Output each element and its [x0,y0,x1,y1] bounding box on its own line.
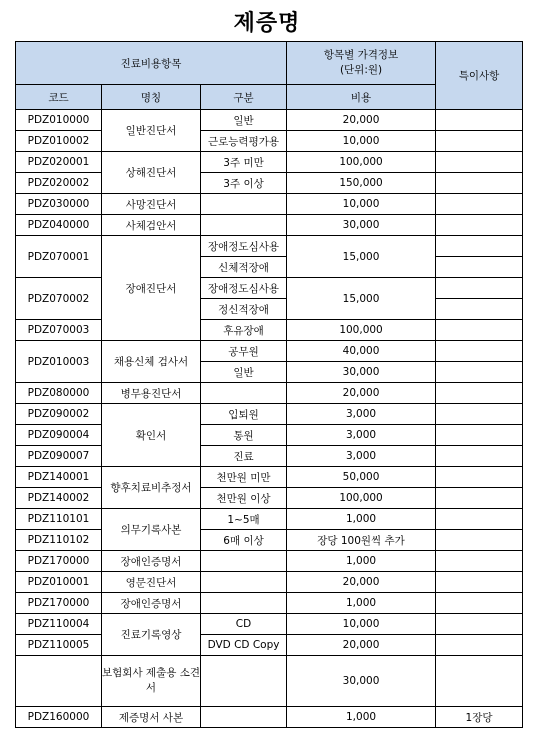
table-row [16,404,523,425]
name-cell: 장애진단서 [102,236,201,341]
table-row [16,707,523,728]
code-cell: PDZ080000 [16,383,102,404]
table-row [16,551,523,572]
code-cell: PDZ040000 [16,215,102,236]
header-category: 구분 [201,85,287,110]
category-cell: DVD CD Copy [201,635,287,656]
name-cell: 의무기록사본 [102,509,201,551]
remark-cell [436,278,523,299]
remark-cell [436,110,523,131]
remark-cell [436,404,523,425]
code-cell: PDZ020001 [16,152,102,173]
category-cell: 공무원 [201,341,287,362]
category-cell: 장애정도심사용 [201,236,287,257]
category-cell: 일반 [201,362,287,383]
category-cell: 근로능력평가용 [201,131,287,152]
table-row [16,593,523,614]
category-cell: 천만원 이상 [201,488,287,509]
code-cell: PDZ030000 [16,194,102,215]
category-cell: 일반 [201,110,287,131]
cost-cell: 150,000 [287,173,436,194]
category-cell: 정신적장애 [201,299,287,320]
table-row [16,572,523,593]
fee-table [15,41,523,728]
name-cell: 채용신체 검사서 [102,341,201,383]
category-cell [201,551,287,572]
cost-cell: 3,000 [287,425,436,446]
cost-cell: 50,000 [287,467,436,488]
remark-cell [436,362,523,383]
category-cell [201,383,287,404]
category-cell [201,593,287,614]
category-cell [201,656,287,707]
category-cell: 통원 [201,425,287,446]
category-cell: CD [201,614,287,635]
cost-cell: 30,000 [287,362,436,383]
remark-cell [436,320,523,341]
table-row [16,110,523,131]
cost-cell: 15,000 [287,236,436,278]
cost-cell: 20,000 [287,635,436,656]
code-cell: PDZ070002 [16,278,102,320]
name-cell: 영문진단서 [102,572,201,593]
code-cell: PDZ070001 [16,236,102,278]
remark-cell [436,572,523,593]
header-code: 코드 [16,85,102,110]
table-row [16,215,523,236]
category-cell: 신체적장애 [201,257,287,278]
table-row [16,425,523,446]
remark-cell [436,614,523,635]
table-row [16,635,523,656]
category-cell: 3주 이상 [201,173,287,194]
table-row [16,131,523,152]
category-cell: 장애정도심사용 [201,278,287,299]
page-title: 제증명 [233,11,301,36]
remark-cell [436,215,523,236]
remark-cell [436,530,523,551]
code-cell: PDZ020002 [16,173,102,194]
remark-cell [436,257,523,278]
name-cell: 상해진단서 [102,152,201,194]
table-row [16,320,523,341]
table-row [16,236,523,257]
code-cell: PDZ140002 [16,488,102,509]
code-cell: PDZ110101 [16,509,102,530]
table-row [16,173,523,194]
remark-cell [436,488,523,509]
name-cell: 일반진단서 [102,110,201,152]
code-cell: PDZ010000 [16,110,102,131]
table-row [16,194,523,215]
remark-cell [436,551,523,572]
name-cell: 장애인증명서 [102,593,201,614]
cost-cell: 20,000 [287,572,436,593]
category-cell [201,194,287,215]
remark-cell [436,509,523,530]
remark-cell [436,131,523,152]
cost-cell: 30,000 [287,215,436,236]
code-cell [16,656,102,707]
code-cell: PDZ110102 [16,530,102,551]
remark-cell [436,194,523,215]
cost-cell: 10,000 [287,614,436,635]
cost-cell: 장당 100원씩 추가 [287,530,436,551]
remark-cell [436,173,523,194]
table-row [16,509,523,530]
cost-cell: 1,000 [287,551,436,572]
header-cost: 비용 [287,85,436,110]
cost-cell: 1,000 [287,509,436,530]
category-cell [201,215,287,236]
category-cell: 천만원 미만 [201,467,287,488]
code-cell: PDZ170000 [16,551,102,572]
cost-cell: 40,000 [287,341,436,362]
remark-cell [436,467,523,488]
remark-cell [436,383,523,404]
header-price-info [287,42,436,85]
name-cell: 장애인증명서 [102,551,201,572]
table-row [16,467,523,488]
code-cell: PDZ160000 [16,707,102,728]
category-cell: 1~5매 [201,509,287,530]
name-cell: 확인서 [102,404,201,467]
remark-cell [436,299,523,320]
remark-cell [436,446,523,467]
cost-cell: 10,000 [287,131,436,152]
cost-cell: 15,000 [287,278,436,320]
remark-cell [436,341,523,362]
code-cell: PDZ090007 [16,446,102,467]
code-cell: PDZ090002 [16,404,102,425]
header-group: 진료비용항목 [16,42,287,85]
name-cell: 제증명서 사본 [102,707,201,728]
header-remarks: 특이사항 [436,42,523,110]
table-row [16,488,523,509]
category-cell: 입퇴원 [201,404,287,425]
cost-cell: 10,000 [287,194,436,215]
header-name: 명칭 [102,85,201,110]
remark-cell [436,425,523,446]
category-cell [201,572,287,593]
cost-cell: 1,000 [287,593,436,614]
name-cell: 진료기록영상 [102,614,201,656]
cost-cell: 100,000 [287,488,436,509]
table-row [16,152,523,173]
cost-cell: 20,000 [287,383,436,404]
code-cell: PDZ010001 [16,572,102,593]
cost-cell: 3,000 [287,404,436,425]
category-cell [201,707,287,728]
table-row [16,614,523,635]
code-cell: PDZ140001 [16,467,102,488]
remark-cell [436,236,523,257]
remark-cell [436,593,523,614]
table-row [16,341,523,362]
table-row [16,383,523,404]
cost-cell: 30,000 [287,656,436,707]
header-price-info-text: 항목별 가격정보 (단위:원) [323,49,399,76]
code-cell: PDZ090004 [16,425,102,446]
name-cell: 병무용진단서 [102,383,201,404]
code-cell: PDZ170000 [16,593,102,614]
name-cell: 사체검안서 [102,215,201,236]
remark-cell [436,152,523,173]
code-cell: PDZ070003 [16,320,102,341]
category-cell: 3주 미만 [201,152,287,173]
cost-cell: 3,000 [287,446,436,467]
table-row [16,278,523,299]
table-row [16,656,523,707]
remark-cell [436,635,523,656]
code-cell: PDZ110005 [16,635,102,656]
remark-cell: 1장당 [436,707,523,728]
name-cell: 향후치료비추정서 [102,467,201,509]
remark-cell [436,656,523,707]
code-cell: PDZ010003 [16,341,102,383]
name-cell: 사망진단서 [102,194,201,215]
category-cell: 진료 [201,446,287,467]
cost-cell: 20,000 [287,110,436,131]
cost-cell: 1,000 [287,707,436,728]
table-row [16,530,523,551]
cost-cell: 100,000 [287,152,436,173]
code-cell: PDZ010002 [16,131,102,152]
name-cell: 보험회사 제출용 소견서 [102,656,201,707]
category-cell: 후유장애 [201,320,287,341]
cost-cell: 100,000 [287,320,436,341]
category-cell: 6매 이상 [201,530,287,551]
table-row [16,446,523,467]
code-cell: PDZ110004 [16,614,102,635]
